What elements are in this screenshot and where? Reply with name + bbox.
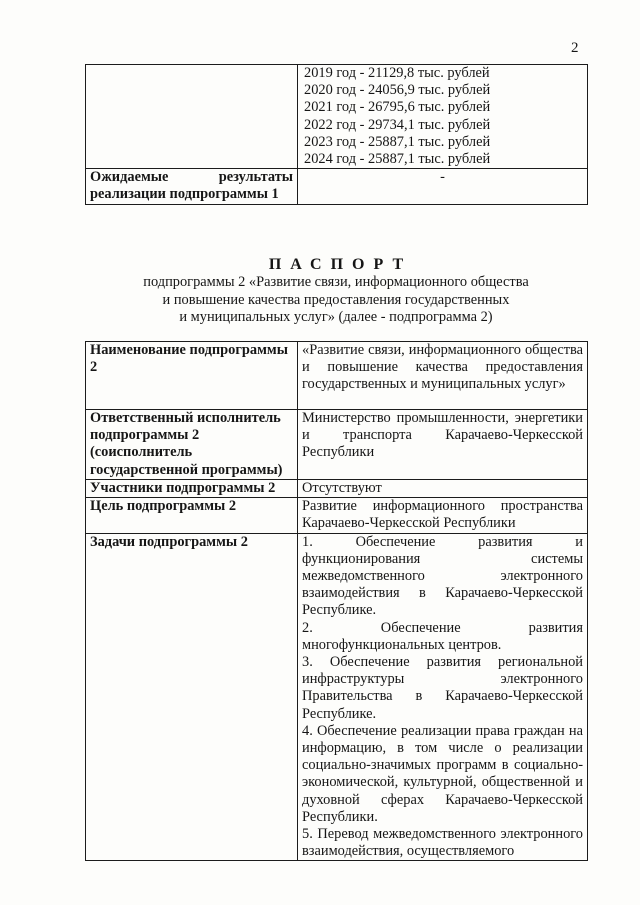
table-row	[86, 410, 588, 480]
page-number: 2	[571, 40, 579, 56]
funding-year-line: 2021 год - 26795,6 тыс. рублей	[304, 99, 491, 116]
row-label-executor: Ответственный исполнитель подпрограммы 2 (соисполнитель государственной программы)	[86, 410, 298, 480]
passport-title: ПАСПОРТ	[268, 256, 413, 273]
table-row	[86, 480, 588, 498]
passport-subtitle-line: и повышение качества предоставления государственных	[162, 291, 510, 308]
row-value-participants: Отсутствуют	[298, 480, 588, 498]
row-label-goal: Цель подпрограммы 2	[86, 498, 298, 533]
funding-year-line: 2020 год - 24056,9 тыс. рублей	[304, 82, 491, 99]
row-value-goal: Развитие информационного пространства Карачаево-Черкесской Республики	[298, 498, 588, 533]
expected-results-label: Ожидаемые результаты реализации подпрограммы 1	[86, 169, 298, 204]
row-label-name: Наименование подпрограммы 2	[86, 342, 298, 410]
expected-results-value: -	[298, 169, 588, 204]
row-value-tasks	[298, 533, 588, 861]
funding-years-cell	[298, 65, 588, 169]
passport-table	[85, 341, 588, 861]
funding-year-line: 2022 год - 29734,1 тыс. рублей	[304, 116, 491, 133]
funding-year-line: 2024 год - 25887,1 тыс. рублей	[304, 151, 491, 168]
table-row	[86, 533, 588, 861]
row-value-name: «Развитие связи, информационного общества и повышение качества предоставления государственных и муниципальных услуг»	[298, 342, 588, 410]
table-row	[86, 498, 588, 533]
row-label-tasks: Задачи подпрограммы 2	[86, 533, 298, 861]
funding-table-continuation	[85, 64, 588, 205]
funding-year-line: 2023 год - 25887,1 тыс. рублей	[304, 133, 491, 150]
passport-heading	[85, 256, 587, 327]
table-row	[86, 65, 588, 169]
table-row	[86, 169, 588, 204]
passport-subtitle-line: и муниципальных услуг» (далее - подпрограмма 2)	[179, 309, 493, 325]
passport-subtitle-line: подпрограммы 2 «Развитие связи, информационного общества	[143, 274, 529, 290]
task-item: 1. Обеспечение развития и функционирования системы межведомственного электронного взаимодействия в Карачаево-Черкесской Республике.	[302, 533, 583, 619]
task-item: 4. Обеспечение реализации права граждан на информацию, в том числе о реализации социально-значимых программ в социально-экономической, культурной, общественной и духовной сферах Карачаево-Черкесской Республики.	[302, 722, 583, 825]
funding-year-line: 2019 год - 21129,8 тыс. рублей	[304, 65, 490, 81]
row-value-executor: Министерство промышленности, энергетики и транспорта Карачаево-Черкесской Республики	[298, 410, 588, 480]
empty-label-cell	[86, 65, 298, 169]
task-item: 5. Перевод межведомственного электронного взаимодействия, осуществляемого	[302, 826, 583, 860]
row-label-participants: Участники подпрограммы 2	[86, 480, 298, 498]
task-item: 3. Обеспечение развития региональной инфраструктуры электронного Правительства в Карачаево-Черкесской Республике.	[302, 654, 583, 722]
task-item: 2. Обеспечение развития многофункциональных центров.	[302, 619, 583, 653]
table-row	[86, 342, 588, 410]
